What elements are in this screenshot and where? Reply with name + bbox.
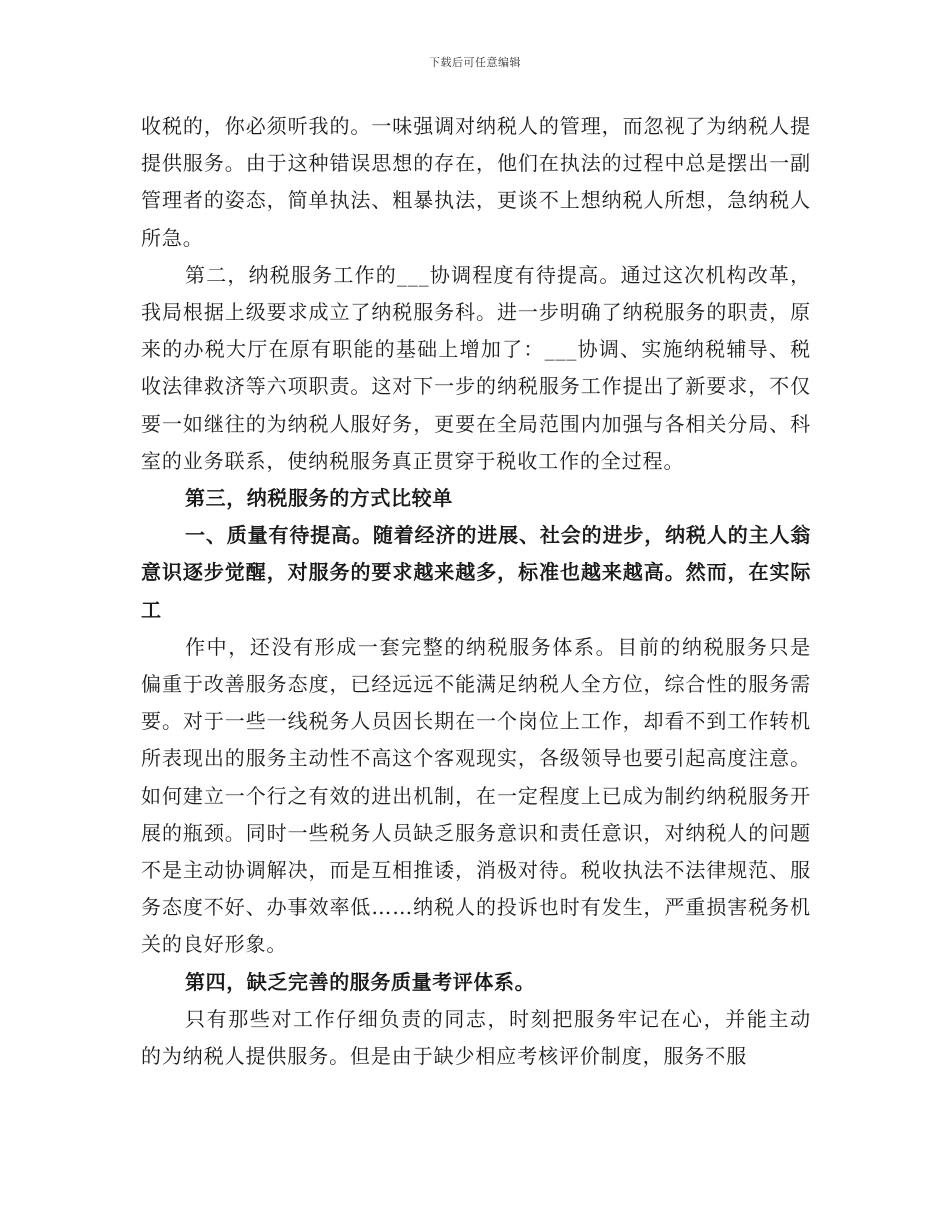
paragraph-work-detail: 作中，还没有形成一套完整的纳税服务体系。目前的纳税服务只是偏重于改善服务态度，已经远远不能满足纳税人全方位，综合性的服务需要。对于一些一线税务人员因长期在一个岗位上工作，却看不到工作转机所表现出的服务主动性不高这个客观现实，各级领导也要引起高度注意。如何建立一个行之有效的进出机制，在一定程度上已成为制约纳税服务开展的瓶颈。同时一些税务人员缺乏服务意识和责任意识，对纳税人的问题不是主动协调解决，而是互相推诿，消极对待。税收执法不法律规范、服务态度不好、办事效率低……纳税人的投诉也时有发生，严重损害税务机关的良好形象。 — [141, 634, 811, 957]
heading-third-point: 第三，纳税服务的方式比较单 — [185, 486, 453, 511]
paragraph-evaluation: 只有那些对工作仔细负责的同志，时刻把服务牢记在心，并能主动的为纳税人提供服务。但是由于缺少相应考核评价制度，服务不服 — [141, 1006, 811, 1069]
page-header: 下载后可任意编辑 — [429, 56, 521, 69]
paragraph-continued: 收税的，你必须听我的。一味强调对纳税人的管理，而忽视了为纳税人提提供服务。由于这种错误思想的存在，他们在执法的过程中总是摆出一副管理者的姿态，简单执法、粗暴执法，更谈不上想纳税人所想，急纳税人所急。 — [141, 114, 811, 250]
document-body — [141, 108, 811, 1075]
heading-fourth-point: 第四，缺乏完善的服务质量考评体系。 — [185, 969, 536, 994]
paragraph-quality-bold: 一、质量有待提高。随着经济的进展、社会的进步，纳税人的主人翁意识逐步觉醒，对服务的要求越来越多，标准也越来越高。然而，在实际工 — [141, 523, 811, 622]
paragraph-second-point: 第二，纳税服务工作的___协调程度有待提高。通过这次机构改革，我局根据上级要求成立了纳税服务科。进一步明确了纳税服务的职责，原来的办税大厅在原有职能的基础上增加了：___协调、实施纳税辅导、税收法律救济等六项职责。这对下一步的纳税服务工作提出了新要求，不仅要一如继往的为纳税人服好务，更要在全局范围内加强与各相关分局、科室的业务联系，使纳税服务真正贯穿于税收工作的全过程。 — [141, 262, 811, 473]
